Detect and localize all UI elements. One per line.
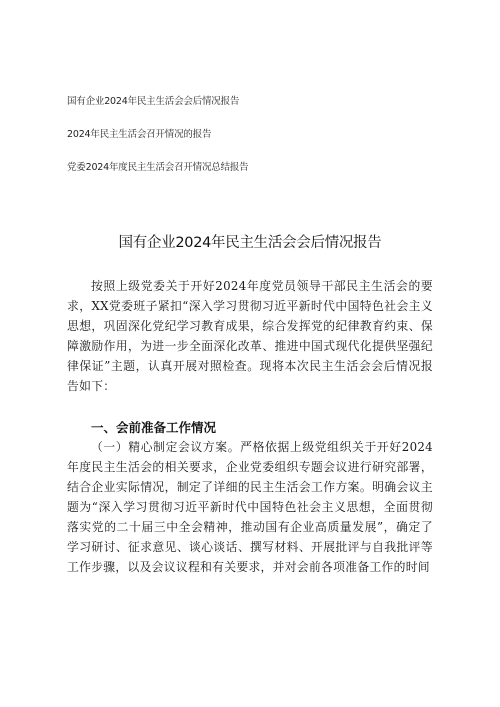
toc-item-1[interactable]: 国有企业2024年民主生活会会后情况报告 (67, 96, 240, 107)
section-1-paragraph: （一）精心制定会议方案。严格依据上级党组织关于开好2024年度民主生活会的相关要求，企业党委组织专题会议进行研究部署，结合企业实际情况，制定了详细的民主生活会工作方案。明确会议主题为“深入学习贯彻习近平新时代中国特色社会主义思想，全面贯彻落实党的二十届三中全会精神，推动国有企业高质量发展”，确定了学习研讨、征求意见、谈心谈话、撰写材料、开展批评与自我批评等工作步骤，以及会议议程和有关要求，并对会前各项准备工作的时间 (67, 440, 433, 574)
toc-item-2[interactable]: 2024年民主生活会召开情况的报告 (67, 129, 212, 140)
intro-paragraph: 按照上级党委关于开好2024年度党员领导干部民主生活会的要求，XX党委班子紧扣“深入学习贯彻习近平新时代中国特色社会主义思想，巩固深化党纪学习教育成果，综合发挥党的纪律教育约束、保障激励作用，为进一步全面深化改革、推进中国式现代化提供坚强纪律保证”主题，认真开展对照检查。现将本次民主生活会会后情况报告如下： (67, 279, 433, 393)
document-title: 国有企业2024年民主生活会会后情况报告 (118, 235, 382, 251)
table-of-contents (67, 96, 248, 174)
section-1-heading: 一、会前准备工作情况 (91, 420, 217, 435)
toc-item-3[interactable]: 党委2024年度民主生活会召开情况总结报告 (67, 162, 249, 173)
